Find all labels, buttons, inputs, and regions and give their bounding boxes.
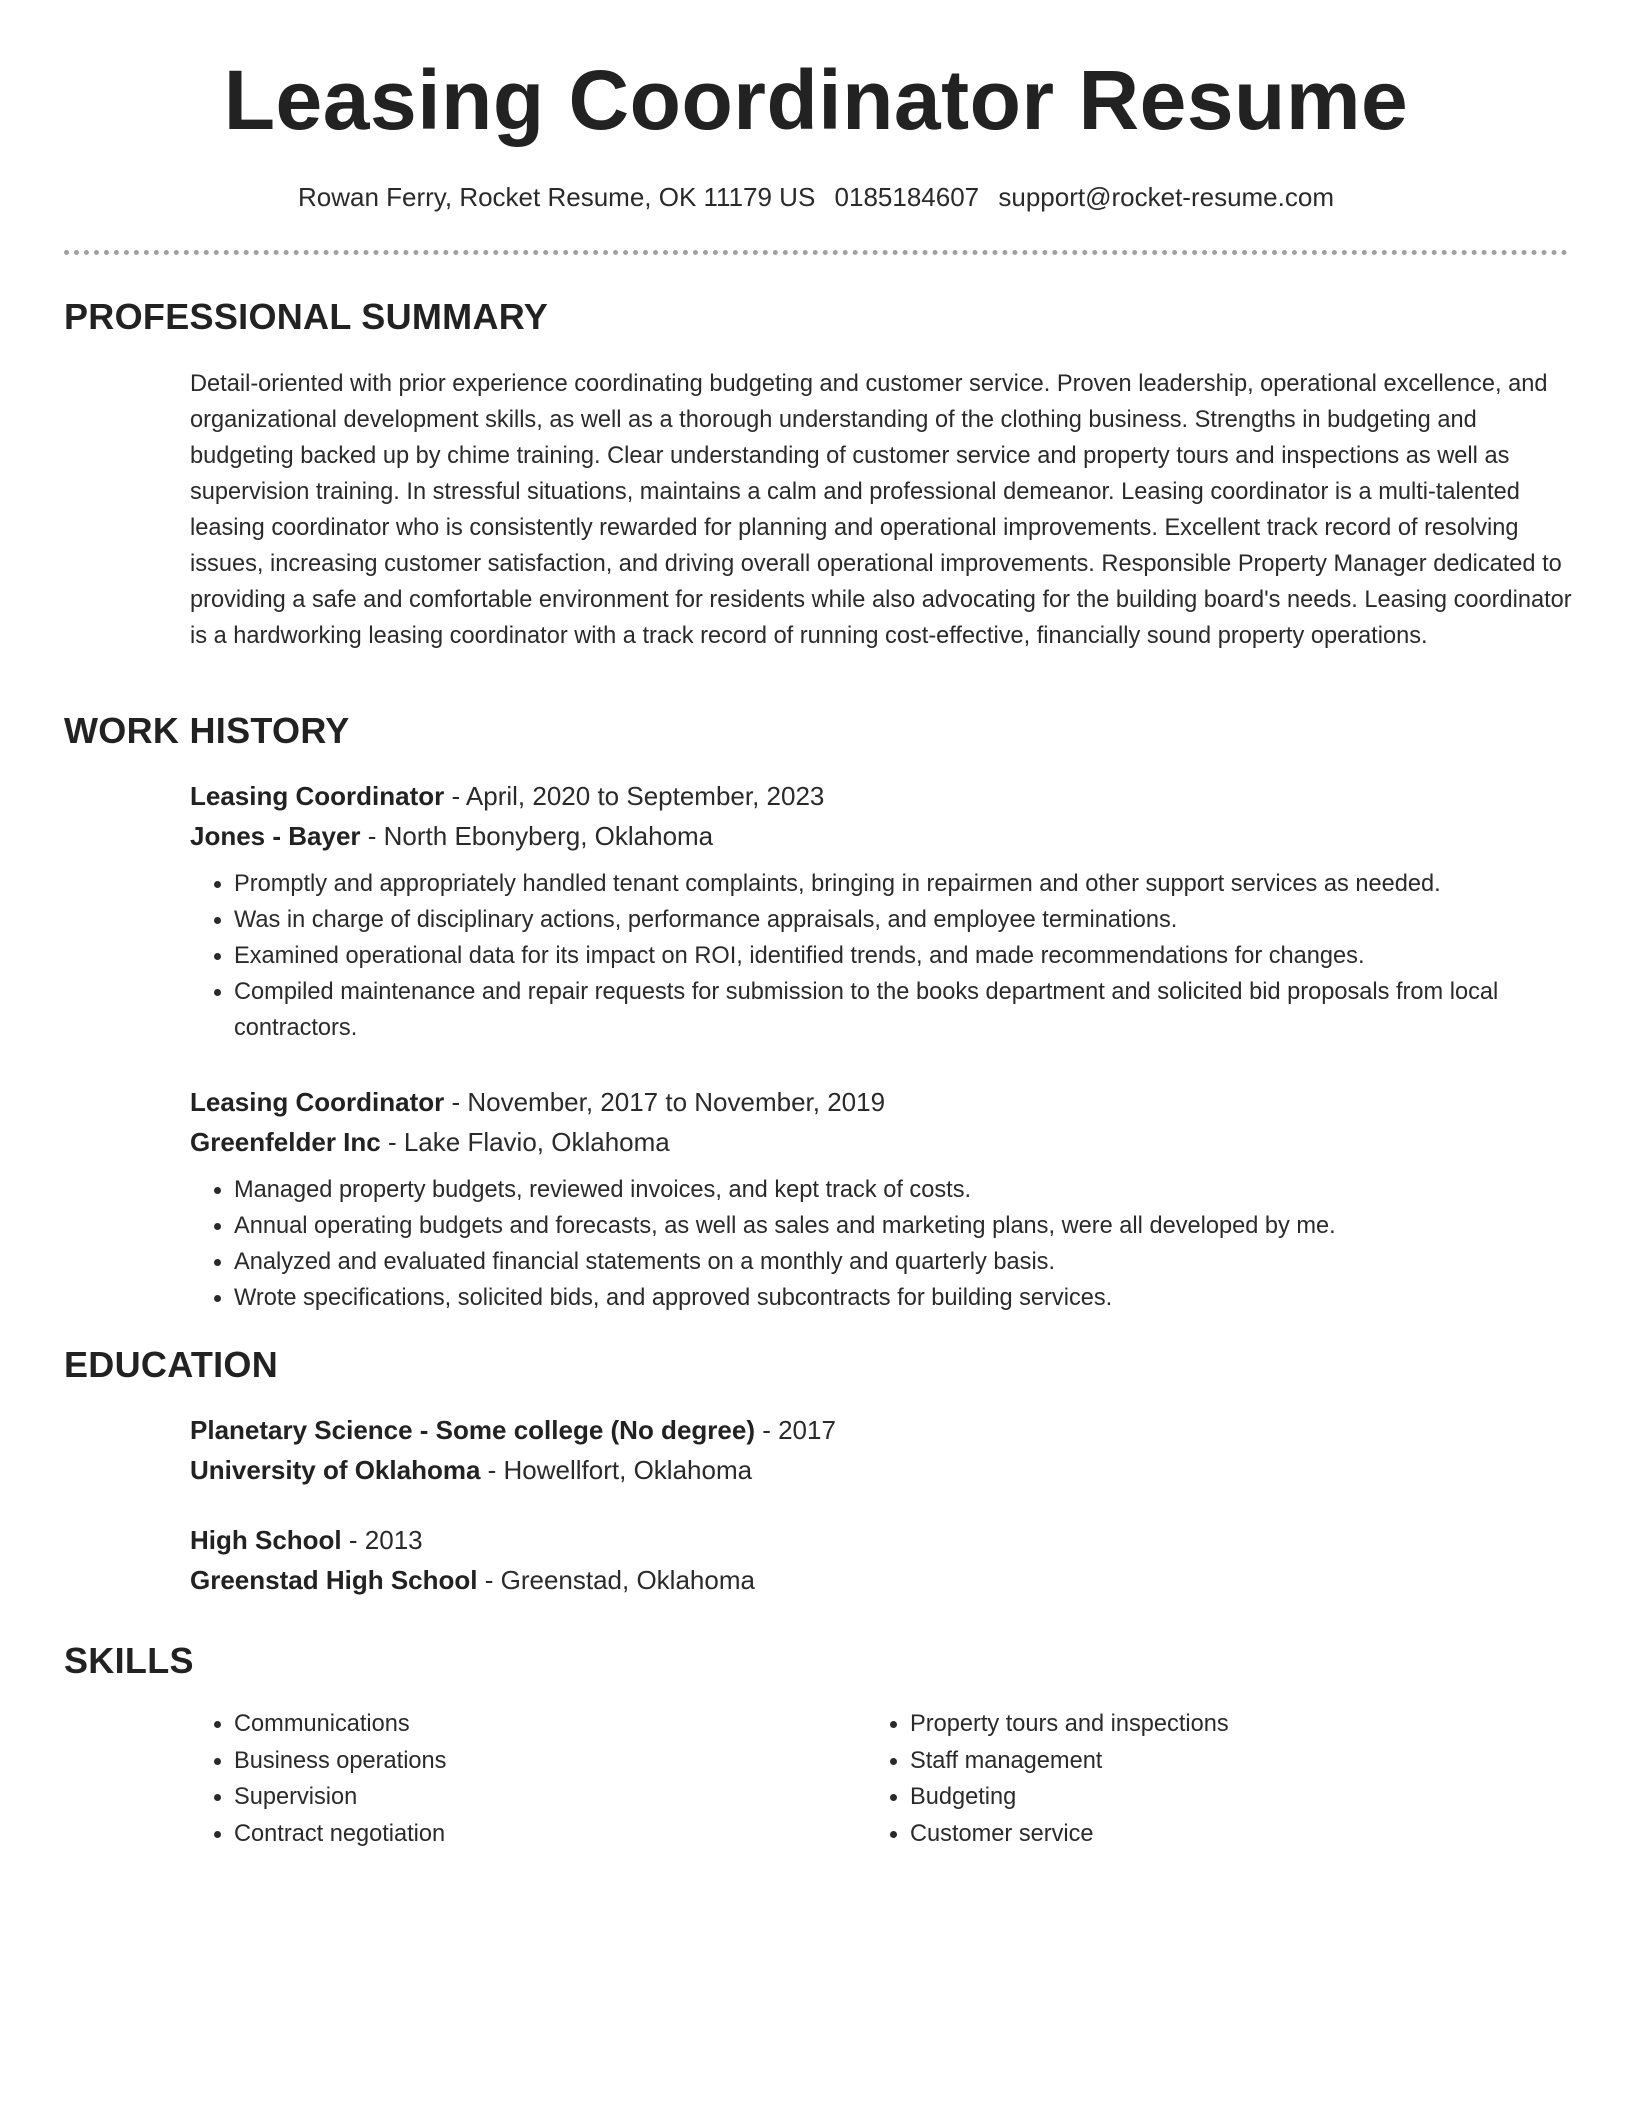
job-bullet: • Examined operational data for its impact on ROI, identified trends, and made recommendations for changes. <box>234 938 1570 974</box>
education-heading: EDUCATION <box>64 1344 279 1385</box>
education-degree: Planetary Science - Some college (No degree) <box>190 1415 755 1445</box>
education-school-line <box>190 1450 1570 1490</box>
job-bullet: • Was in charge of disciplinary actions, performance appraisals, and employee terminations. <box>234 902 1570 938</box>
job-location: - North Ebonyberg, Oklahoma <box>360 821 714 851</box>
job-bullet: • Promptly and appropriately handled tenant complaints, bringing in repairmen and other support services as needed. <box>234 866 1570 902</box>
contact-line <box>0 182 1632 213</box>
job-bullets <box>190 866 1570 1046</box>
education-degree-line <box>190 1410 1570 1450</box>
job-entry <box>190 776 1570 1046</box>
work-history-heading: WORK HISTORY <box>64 710 350 751</box>
job-location: - Lake Flavio, Oklahoma <box>380 1127 670 1157</box>
education-school-line <box>190 1560 1570 1600</box>
job-entry <box>190 1082 1570 1316</box>
job-title-line <box>190 1082 1570 1122</box>
skill-item: • Staff management <box>910 1743 1229 1780</box>
job-title-line <box>190 776 1570 816</box>
education-school: Greenstad High School <box>190 1565 478 1595</box>
education-school: University of Oklahoma <box>190 1455 481 1485</box>
job-company-line <box>190 1122 1570 1162</box>
summary-text: Detail-oriented with prior experience coordinating budgeting and customer service. Proven leadership, operational excellence, and organizational development skills, as well as a thorough understanding of the clothing business. Strengths in budgeting and budgeting backed up by chime training. Clear understanding of customer service and property tours and inspections as well as supervision training. In stressful situations, maintains a calm and professional demeanor. Leasing coordinator is a multi-talented leasing coordinator who is consistently rewarded for planning and operational improvements. Excellent track record of resolving issues, increasing customer satisfaction, and driving overall operational improvements. Responsible Property Manager dedicated to providing a safe and comfortable environment for residents while also advocating for the building board's needs. Leasing coordinator is a hardworking leasing coordinator with a track record of running cost-effective, financially sound property operations. <box>190 371 1572 649</box>
header-divider <box>64 250 1568 255</box>
job-bullet: • Wrote specifications, solicited bids, and approved subcontracts for building services. <box>234 1280 1570 1316</box>
job-company: Greenfelder Inc <box>190 1127 381 1157</box>
job-title: Leasing Coordinator <box>190 781 445 811</box>
contact-address: Rowan Ferry, Rocket Resume, OK 11179 US <box>297 182 816 212</box>
skill-item: • Communications <box>234 1706 446 1743</box>
skills-list-right <box>866 1706 1229 1852</box>
education-degree-line <box>190 1520 1570 1560</box>
skills-heading: SKILLS <box>64 1640 194 1681</box>
education-year: - 2017 <box>754 1415 836 1445</box>
skill-item: • Business operations <box>234 1743 446 1780</box>
skill-item: • Property tours and inspections <box>910 1706 1229 1743</box>
contact-phone: 0185184607 <box>834 182 980 212</box>
resume-title: Leasing Coordinator Resume <box>223 53 1409 147</box>
contact-email: support@rocket-resume.com <box>998 182 1334 212</box>
education-location: - Howellfort, Oklahoma <box>480 1455 753 1485</box>
education-entry <box>190 1520 1570 1600</box>
summary-heading: PROFESSIONAL SUMMARY <box>64 296 549 337</box>
skill-item: • Budgeting <box>910 1779 1229 1816</box>
job-title: Leasing Coordinator <box>190 1087 445 1117</box>
skills-list-left <box>190 1706 446 1852</box>
education-location: - Greenstad, Oklahoma <box>477 1565 755 1595</box>
skill-item: • Customer service <box>910 1816 1229 1853</box>
job-bullet: • Compiled maintenance and repair requests for submission to the books department and solicited bid proposals from local contractors. <box>234 974 1570 1046</box>
job-dates: - November, 2017 to November, 2019 <box>444 1087 886 1117</box>
job-dates: - April, 2020 to September, 2023 <box>444 781 825 811</box>
job-bullet: • Managed property budgets, reviewed invoices, and kept track of costs. <box>234 1172 1570 1208</box>
job-company-line <box>190 816 1570 856</box>
job-bullet: • Annual operating budgets and forecasts, as well as sales and marketing plans, were all developed by me. <box>234 1208 1570 1244</box>
job-bullet: • Analyzed and evaluated financial statements on a monthly and quarterly basis. <box>234 1244 1570 1280</box>
education-degree: High School <box>190 1525 342 1555</box>
education-entry <box>190 1410 1570 1490</box>
job-bullets <box>190 1172 1570 1316</box>
skill-item: • Contract negotiation <box>234 1816 446 1853</box>
skill-item: • Supervision <box>234 1779 446 1816</box>
education-year: - 2013 <box>341 1525 423 1555</box>
job-company: Jones - Bayer <box>190 821 361 851</box>
